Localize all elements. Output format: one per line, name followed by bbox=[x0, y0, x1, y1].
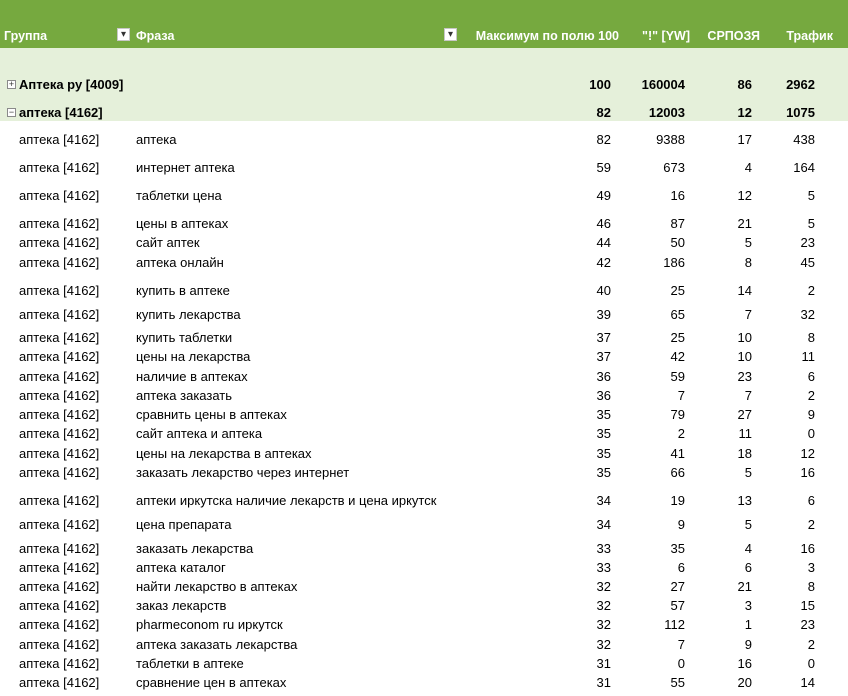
cell-traffic: 8 bbox=[807, 579, 815, 594]
cell-phrase: найти лекарство в аптеках bbox=[136, 579, 298, 594]
cell-srpozya: 21 bbox=[737, 216, 752, 231]
column-header-max[interactable]: Максимум по полю 100 bbox=[475, 29, 619, 43]
cell-phrase: таблетки цена bbox=[136, 188, 222, 203]
cell-max: 37 bbox=[596, 330, 611, 345]
cell-phrase: цены в аптеках bbox=[136, 216, 229, 231]
cell-group: аптека [4162] bbox=[19, 493, 100, 508]
cell-group: аптека [4162] bbox=[19, 160, 100, 175]
table-row[interactable] bbox=[0, 517, 848, 535]
cell-max: 36 bbox=[596, 388, 611, 403]
cell-max: 39 bbox=[596, 307, 611, 322]
cell-phrase: цены на лекарства в аптеках bbox=[136, 446, 312, 461]
cell-max: 44 bbox=[596, 235, 611, 250]
cell-max: 34 bbox=[596, 517, 611, 532]
cell-max: 35 bbox=[596, 426, 611, 441]
cell-traffic: 0 bbox=[807, 656, 815, 671]
cell-yw: 9388 bbox=[656, 132, 685, 147]
table-header bbox=[0, 0, 848, 48]
group-max: 82 bbox=[596, 105, 611, 120]
table-row[interactable] bbox=[0, 188, 848, 206]
table-row[interactable] bbox=[0, 235, 848, 253]
cell-srpozya: 3 bbox=[744, 598, 752, 613]
cell-srpozya: 14 bbox=[737, 283, 752, 298]
cell-traffic: 8 bbox=[807, 330, 815, 345]
cell-yw: 65 bbox=[670, 307, 685, 322]
cell-yw: 25 bbox=[670, 283, 685, 298]
group-max: 100 bbox=[589, 77, 611, 92]
cell-group: аптека [4162] bbox=[19, 560, 100, 575]
cell-yw: 0 bbox=[677, 656, 685, 671]
cell-phrase: аптека онлайн bbox=[136, 255, 224, 270]
cell-yw: 7 bbox=[677, 637, 685, 652]
table-row[interactable] bbox=[0, 541, 848, 559]
cell-phrase: сайт аптека и аптека bbox=[136, 426, 263, 441]
table-row[interactable] bbox=[0, 349, 848, 367]
cell-phrase: таблетки в аптеке bbox=[136, 656, 244, 671]
cell-traffic: 5 bbox=[807, 216, 815, 231]
cell-group: аптека [4162] bbox=[19, 349, 100, 364]
cell-max: 31 bbox=[596, 675, 611, 690]
cell-traffic: 15 bbox=[800, 598, 815, 613]
cell-phrase: аптека bbox=[136, 132, 177, 147]
cell-srpozya: 23 bbox=[737, 369, 752, 384]
cell-group: аптека [4162] bbox=[19, 579, 100, 594]
cell-phrase: купить в аптеке bbox=[136, 283, 230, 298]
table-row[interactable] bbox=[0, 369, 848, 387]
cell-group: аптека [4162] bbox=[19, 617, 100, 632]
cell-group: аптека [4162] bbox=[19, 637, 100, 652]
cell-srpozya: 20 bbox=[737, 675, 752, 690]
table-row[interactable] bbox=[0, 637, 848, 655]
column-header-phrase[interactable]: Фраза bbox=[136, 29, 175, 43]
table-row[interactable] bbox=[0, 283, 848, 301]
cell-group: аптека [4162] bbox=[19, 426, 100, 441]
cell-group: аптека [4162] bbox=[19, 307, 100, 322]
cell-max: 33 bbox=[596, 560, 611, 575]
cell-yw: 9 bbox=[677, 517, 685, 532]
cell-group: аптека [4162] bbox=[19, 675, 100, 690]
cell-yw: 59 bbox=[670, 369, 685, 384]
sort-desc-dropdown-icon[interactable]: ▾ bbox=[444, 28, 457, 41]
column-header-yw[interactable]: "!" [YW] bbox=[642, 29, 690, 43]
cell-srpozya: 16 bbox=[737, 656, 752, 671]
table-row[interactable] bbox=[0, 560, 848, 578]
cell-srpozya: 1 bbox=[744, 617, 752, 632]
cell-group: аптека [4162] bbox=[19, 235, 100, 250]
group-label: Аптека ру [4009] bbox=[19, 77, 124, 92]
table-row[interactable] bbox=[0, 656, 848, 674]
table-row[interactable] bbox=[0, 255, 848, 273]
group-srpozya: 86 bbox=[737, 77, 752, 92]
cell-srpozya: 27 bbox=[737, 407, 752, 422]
cell-srpozya: 8 bbox=[744, 255, 752, 270]
cell-group: аптека [4162] bbox=[19, 541, 100, 556]
cell-traffic: 11 bbox=[801, 349, 815, 364]
cell-traffic: 16 bbox=[800, 541, 815, 556]
column-header-traffic[interactable]: Трафик bbox=[786, 29, 833, 43]
cell-group: аптека [4162] bbox=[19, 465, 100, 480]
cell-group: аптека [4162] bbox=[19, 388, 100, 403]
cell-group: аптека [4162] bbox=[19, 132, 100, 147]
group-label: аптека [4162] bbox=[19, 105, 103, 120]
cell-traffic: 438 bbox=[793, 132, 815, 147]
cell-phrase: сравнение цен в аптеках bbox=[136, 675, 287, 690]
cell-traffic: 2 bbox=[807, 283, 815, 298]
table-row[interactable] bbox=[0, 307, 848, 325]
cell-traffic: 14 bbox=[800, 675, 815, 690]
group-row[interactable] bbox=[0, 100, 848, 126]
cell-yw: 42 bbox=[670, 349, 685, 364]
cell-srpozya: 18 bbox=[737, 446, 752, 461]
cell-traffic: 164 bbox=[793, 160, 815, 175]
cell-group: аптека [4162] bbox=[19, 517, 100, 532]
cell-phrase: pharmeconom ru иркутск bbox=[136, 617, 283, 632]
cell-srpozya: 6 bbox=[744, 560, 752, 575]
cell-traffic: 23 bbox=[800, 235, 815, 250]
cell-max: 37 bbox=[596, 349, 611, 364]
cell-yw: 57 bbox=[670, 598, 685, 613]
cell-max: 32 bbox=[596, 637, 611, 652]
table-row[interactable] bbox=[0, 407, 848, 425]
group-yw: 12003 bbox=[648, 105, 685, 120]
cell-max: 35 bbox=[596, 446, 611, 461]
cell-yw: 2 bbox=[677, 426, 685, 441]
cell-group: аптека [4162] bbox=[19, 598, 100, 613]
table-row[interactable] bbox=[0, 388, 848, 406]
cell-phrase: интернет аптека bbox=[136, 160, 235, 175]
cell-phrase: аптеки иркутска наличие лекарств и цена иркутск bbox=[136, 493, 437, 508]
cell-srpozya: 17 bbox=[737, 132, 752, 147]
cell-max: 33 bbox=[596, 541, 611, 556]
table-row[interactable] bbox=[0, 132, 848, 150]
cell-yw: 50 bbox=[670, 235, 685, 250]
cell-traffic: 16 bbox=[800, 465, 815, 480]
table-row[interactable] bbox=[0, 465, 848, 483]
cell-max: 35 bbox=[596, 407, 611, 422]
cell-group: аптека [4162] bbox=[19, 446, 100, 461]
cell-srpozya: 4 bbox=[744, 541, 752, 556]
table-row[interactable] bbox=[0, 330, 848, 348]
cell-phrase: сайт аптек bbox=[136, 235, 200, 250]
cell-srpozya: 13 bbox=[737, 493, 752, 508]
cell-max: 36 bbox=[596, 369, 611, 384]
cell-yw: 673 bbox=[663, 160, 685, 175]
cell-group: аптека [4162] bbox=[19, 330, 100, 345]
expand-icon[interactable]: + bbox=[8, 79, 15, 89]
cell-phrase: наличие в аптеках bbox=[136, 369, 248, 384]
cell-phrase: цена препарата bbox=[136, 517, 232, 532]
cell-yw: 112 bbox=[664, 617, 685, 632]
cell-srpozya: 10 bbox=[737, 349, 752, 364]
cell-srpozya: 12 bbox=[737, 188, 752, 203]
cell-yw: 66 bbox=[670, 465, 685, 480]
cell-max: 31 bbox=[596, 656, 611, 671]
group-traffic: 1075 bbox=[786, 105, 815, 120]
cell-group: аптека [4162] bbox=[19, 216, 100, 231]
cell-yw: 6 bbox=[677, 560, 685, 575]
filter-dropdown-icon[interactable]: ▾ bbox=[117, 28, 130, 41]
table-row[interactable] bbox=[0, 675, 848, 693]
cell-max: 32 bbox=[596, 579, 611, 594]
cell-group: аптека [4162] bbox=[19, 188, 100, 203]
cell-traffic: 45 bbox=[800, 255, 815, 270]
cell-srpozya: 7 bbox=[744, 388, 752, 403]
cell-traffic: 9 bbox=[807, 407, 815, 422]
cell-srpozya: 9 bbox=[744, 637, 752, 652]
cell-group: аптека [4162] bbox=[19, 407, 100, 422]
cell-phrase: купить лекарства bbox=[136, 307, 241, 322]
cell-max: 34 bbox=[596, 493, 611, 508]
table-row[interactable] bbox=[0, 598, 848, 616]
cell-max: 82 bbox=[596, 132, 611, 147]
cell-max: 46 bbox=[596, 216, 611, 231]
cell-traffic: 6 bbox=[807, 493, 815, 508]
cell-yw: 25 bbox=[670, 330, 685, 345]
cell-max: 40 bbox=[596, 283, 611, 298]
table-row[interactable] bbox=[0, 617, 848, 635]
cell-phrase: сравнить цены в аптеках bbox=[136, 407, 287, 422]
cell-phrase: аптека заказать bbox=[136, 388, 233, 403]
table-row[interactable] bbox=[0, 426, 848, 444]
cell-yw: 16 bbox=[670, 188, 685, 203]
cell-phrase: цены на лекарства bbox=[136, 349, 251, 364]
collapse-icon[interactable]: − bbox=[8, 107, 15, 117]
cell-traffic: 0 bbox=[807, 426, 815, 441]
cell-yw: 41 bbox=[670, 446, 685, 461]
cell-traffic: 5 bbox=[807, 188, 815, 203]
cell-srpozya: 7 bbox=[744, 307, 752, 322]
cell-srpozya: 21 bbox=[737, 579, 752, 594]
cell-traffic: 12 bbox=[800, 446, 815, 461]
table-row[interactable] bbox=[0, 493, 848, 511]
cell-max: 49 bbox=[596, 188, 611, 203]
cell-phrase: купить таблетки bbox=[136, 330, 233, 345]
group-yw: 160004 bbox=[641, 77, 685, 92]
cell-srpozya: 5 bbox=[744, 235, 752, 250]
cell-group: аптека [4162] bbox=[19, 369, 100, 384]
cell-yw: 55 bbox=[670, 675, 685, 690]
cell-max: 35 bbox=[596, 465, 611, 480]
cell-yw: 27 bbox=[670, 579, 685, 594]
cell-group: аптека [4162] bbox=[19, 283, 100, 298]
cell-phrase: заказ лекарств bbox=[136, 598, 227, 613]
cell-traffic: 2 bbox=[807, 388, 815, 403]
table-row[interactable] bbox=[0, 579, 848, 597]
group-row[interactable] bbox=[0, 72, 848, 98]
cell-traffic: 23 bbox=[800, 617, 815, 632]
cell-yw: 7 bbox=[677, 388, 685, 403]
cell-traffic: 6 bbox=[807, 369, 815, 384]
column-header-srpozya[interactable]: СРПОЗЯ bbox=[707, 29, 760, 43]
cell-yw: 186 bbox=[663, 255, 685, 270]
cell-phrase: аптека каталог bbox=[136, 560, 226, 575]
cell-srpozya: 10 bbox=[737, 330, 752, 345]
group-srpozya: 12 bbox=[737, 105, 752, 120]
cell-max: 32 bbox=[596, 617, 611, 632]
table-row[interactable] bbox=[0, 216, 848, 234]
cell-traffic: 2 bbox=[807, 517, 815, 532]
cell-traffic: 3 bbox=[807, 560, 815, 575]
cell-traffic: 2 bbox=[807, 637, 815, 652]
column-header-group[interactable]: Группа bbox=[4, 29, 48, 43]
cell-yw: 19 bbox=[670, 493, 685, 508]
cell-srpozya: 5 bbox=[744, 517, 752, 532]
cell-phrase: заказать лекарства bbox=[136, 541, 254, 556]
cell-yw: 79 bbox=[670, 407, 685, 422]
group-traffic: 2962 bbox=[786, 77, 815, 92]
cell-phrase: заказать лекарство через интернет bbox=[136, 465, 350, 480]
cell-traffic: 32 bbox=[800, 307, 815, 322]
cell-group: аптека [4162] bbox=[19, 255, 100, 270]
cell-yw: 35 bbox=[670, 541, 685, 556]
table-row[interactable] bbox=[0, 446, 848, 464]
cell-max: 59 bbox=[596, 160, 611, 175]
cell-max: 42 bbox=[596, 255, 611, 270]
cell-max: 32 bbox=[596, 598, 611, 613]
cell-phrase: аптека заказать лекарства bbox=[136, 637, 298, 652]
table-row[interactable] bbox=[0, 160, 848, 178]
cell-srpozya: 5 bbox=[744, 465, 752, 480]
cell-srpozya: 11 bbox=[738, 426, 752, 441]
cell-group: аптека [4162] bbox=[19, 656, 100, 671]
cell-srpozya: 4 bbox=[744, 160, 752, 175]
cell-yw: 87 bbox=[670, 216, 685, 231]
